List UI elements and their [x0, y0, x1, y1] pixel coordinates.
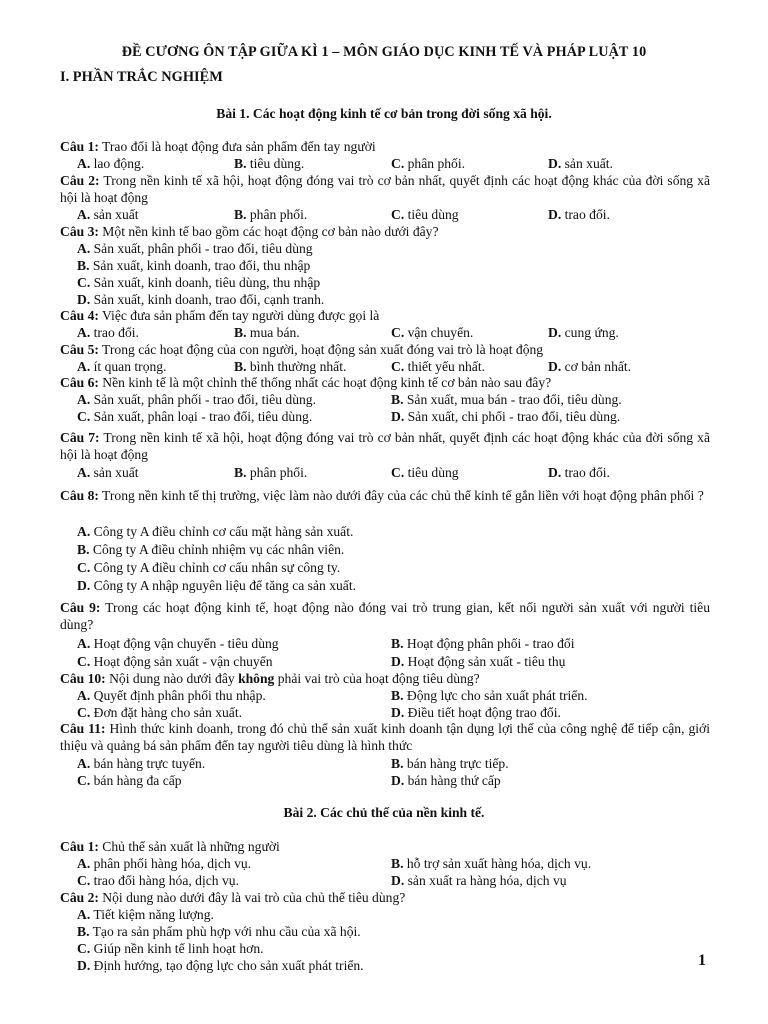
question-1-8: Câu 8: Trong nền kinh tế thị trường, việc làm nào dưới đây của các chủ thể kinh tế gắn liền với hoạt động phân phối ?: [60, 488, 704, 503]
question-1-8-option-c: C. Công ty A điều chỉnh cơ cấu nhân sự công ty.: [77, 560, 341, 575]
question-1-11-options-cd: C. bán hàng đa cấp D. bán hàng thứ cấp: [77, 773, 501, 788]
page-number: 1: [698, 952, 706, 969]
question-1-2: Câu 2: Trong nền kinh tế xã hội, hoạt động đóng vai trò cơ bản nhất, quyết định các hoạt động khác của đời sống xã hội là hoạt động: [60, 173, 710, 205]
question-1-2-options: A. sản xuất B. phân phối. C. tiêu dùng D. trao đổi.: [77, 207, 610, 222]
question-1-5: Câu 5: Trong các hoạt động của con người, hoạt động sản xuất đóng vai trò là hoạt động: [60, 342, 544, 357]
question-2-1: Câu 1: Chủ thể sản xuất là những người: [60, 839, 280, 854]
question-1-4-options: A. trao đổi. B. mua bán. C. vận chuyển. D. cung ứng.: [77, 325, 619, 340]
section-heading: I. PHẦN TRẮC NGHIỆM: [60, 69, 223, 85]
question-1-3-option-b: B. Sản xuất, kinh doanh, trao đổi, thu nhập: [77, 258, 311, 273]
question-1-9-options-ab: A. Hoạt động vận chuyển - tiêu dùng B. Hoạt động phân phối - trao đổi: [77, 636, 575, 651]
question-1-8-option-d: D. Công ty A nhập nguyên liệu để tăng ca sản xuất.: [77, 578, 357, 593]
question-2-2: Câu 2: Nội dung nào dưới đây là vai trò của chủ thể tiêu dùng?: [60, 890, 406, 905]
lesson-1-heading: Bài 1. Các hoạt động kinh tế cơ bản trong đời sống xã hội.: [216, 106, 552, 121]
question-2-1-options-cd: C. trao đổi hàng hóa, dịch vụ. D. sản xuất ra hàng hóa, dịch vụ: [77, 873, 567, 888]
question-1-10: Câu 10: Nội dung nào dưới đây không phải vai trò của hoạt động tiêu dùng?: [60, 671, 480, 686]
question-1-10-options-ab: A. Quyết định phân phối thu nhập. B. Động lực cho sản xuất phát triển.: [77, 688, 588, 703]
question-1-3: Câu 3: Một nền kinh tế bao gồm các hoạt động cơ bản nào dưới đây?: [60, 224, 439, 239]
question-1-6-options-ab: A. Sản xuất, phân phối - trao đổi, tiêu dùng. B. Sản xuất, mua bán - trao đổi, tiêu dùng.: [77, 392, 622, 407]
question-1-11-options-ab: A. bán hàng trực tuyến. B. bán hàng trực tiếp.: [77, 756, 509, 771]
question-2-2-option-d: D. Định hướng, tạo động lực cho sản xuất phát triển.: [77, 958, 364, 973]
question-2-2-option-a: A. Tiết kiệm năng lượng.: [77, 907, 214, 922]
question-1-6: Câu 6: Nền kinh tế là một chỉnh thể thống nhất các hoạt động kinh tế cơ bản nào sau đây?: [60, 375, 552, 390]
question-1-5-options: A. ít quan trọng. B. bình thường nhất. C. thiết yếu nhất. D. cơ bản nhất.: [77, 359, 632, 374]
question-2-2-option-c: C. Giúp nền kinh tế linh hoạt hơn.: [77, 941, 264, 956]
document-title: ĐỀ CƯƠNG ÔN TẬP GIỮA KÌ 1 – MÔN GIÁO DỤC KINH TẾ VÀ PHÁP LUẬT 10: [121, 44, 647, 60]
question-1-3-option-a: A. Sản xuất, phân phối - trao đổi, tiêu dùng: [77, 241, 313, 256]
question-1-7-options: A. sản xuất B. phân phối. C. tiêu dùng D. trao đổi.: [77, 465, 610, 480]
question-2-1-options-ab: A. phân phối hàng hóa, dịch vụ. B. hỗ trợ sản xuất hàng hóa, dịch vụ.: [77, 856, 592, 871]
question-2-2-option-b: B. Tạo ra sản phẩm phù hợp với nhu cầu của xã hội.: [77, 924, 361, 939]
question-1-1-options: A. lao động. B. tiêu dùng. C. phân phối. D. sản xuất.: [77, 156, 613, 171]
question-1-3-option-d: D. Sản xuất, kinh doanh, trao đổi, cạnh tranh.: [77, 292, 325, 307]
question-1-4: Câu 4: Việc đưa sản phẩm đến tay người dùng được gọi là: [60, 308, 380, 323]
lesson-2-heading: Bài 2. Các chủ thể của nền kinh tế.: [283, 805, 485, 820]
question-1-8-option-a: A. Công ty A điều chỉnh cơ cấu mặt hàng sản xuất.: [77, 524, 354, 539]
question-1-3-option-c: C. Sản xuất, kinh doanh, tiêu dùng, thu nhập: [77, 275, 321, 290]
question-1-8-option-b: B. Công ty A điều chỉnh nhiệm vụ các nhân viên.: [77, 542, 345, 557]
question-1-6-options-cd: C. Sản xuất, phân loại - trao đổi, tiêu dùng. D. Sản xuất, chi phối - trao đổi, tiêu dùng.: [77, 409, 621, 424]
question-1-9: Câu 9: Trong các hoạt động kinh tế, hoạt động nào đóng vai trò trung gian, kết nối người sản xuất với người tiêu dùng?: [60, 600, 710, 632]
question-1-7: Câu 7: Trong nền kinh tế xã hội, hoạt động đóng vai trò cơ bản nhất, quyết định các hoạt động khác của đời sống xã hội là hoạt động: [60, 430, 710, 462]
question-1-10-options-cd: C. Đơn đặt hàng cho sản xuất. D. Điều tiết hoạt động trao đổi.: [77, 705, 561, 720]
question-1-9-options-cd: C. Hoạt động sản xuất - vận chuyển D. Hoạt động sản xuất - tiêu thụ: [77, 654, 566, 669]
question-1-11: Câu 11: Hình thức kinh doanh, trong đó chủ thể sản xuất kinh doanh tận dụng lợi thế của công nghệ để tiếp cận, giới thiệu và quảng bá sản phẩm đến tay người tiêu dùng là hình thức: [60, 721, 710, 753]
question-1-1: Câu 1: Trao đổi là hoạt động đưa sản phẩm đến tay người: [60, 139, 376, 154]
